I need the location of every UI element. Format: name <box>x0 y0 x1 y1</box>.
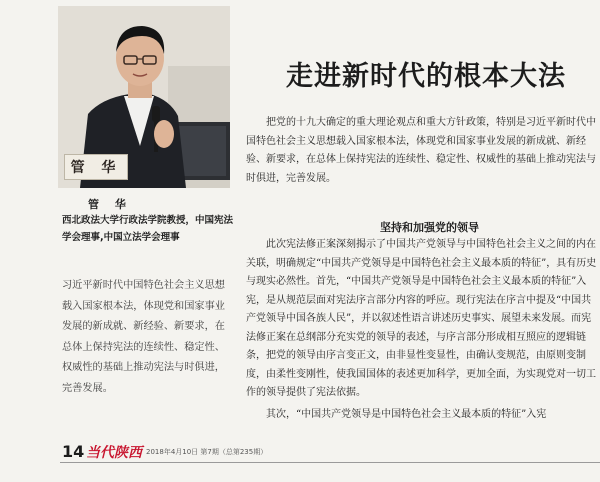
body-text-2: 其次，“中国共产党领导是中国特色社会主义最本质的特征”入宪 <box>266 409 547 420</box>
intro-text: 把党的十九大确定的重大理论观点和重大方针政策，特别是习近平新时代中国特色社会主义思想载入国家根本法，体现党和国家事业发展的新成就、新经验、新要求，在总体上保持宪法的连续性、稳定性、权威性的基础上推动宪法与时俱进，完善发展。 <box>246 117 596 184</box>
article-abstract: 习近平新时代中国特色社会主义思想载入国家根本法，体现党和国家事业发展的新成就、新经验、新要求，在总体上保持宪法的连续性、稳定性、权威性的基础上推动宪法与时俱进，完善发展。 <box>62 280 225 394</box>
issue-info: 2018年4月10日 第7期（总第235期） <box>146 448 268 456</box>
article-body-paragraph <box>246 236 598 404</box>
article-title: 走进新时代的根本大法 <box>286 61 566 92</box>
article-body-paragraph-2 <box>246 406 598 426</box>
body-text: 此次宪法修正案深刻揭示了中国共产党领导与中国特色社会主义之间的内在关联，明确规定“中国共产党领导是中国特色社会主义最本质的特征”，具有历史与现实必然性。首先，“中国共产党领导是中国特色社会主义最本质的特征”入宪，是从规范层面对宪法序言部分内容的呼应。现行宪法在序言中提及“中国共产党领导中国各族人民”，并以叙述性语言讲述历史事实、展望未来发展。而宪法修正案在总纲部分充实党的领导的表述，与序言部分形成相互照应的逻辑链条，把党的领导由序言变正文，由非显性变显性，由确认变规范，由原则变制度，由柔性变刚性，使我国国体的表述更加科学，更加全面，为实现党对一切工作的领导提供了宪法依据。 <box>246 239 597 398</box>
author-photo <box>58 6 230 188</box>
footer-divider <box>60 462 600 463</box>
page-number: 14 <box>62 442 85 461</box>
article-intro-paragraph <box>246 114 598 222</box>
author-name: 管 华 <box>88 198 132 211</box>
nameplate: 管 华 <box>64 154 128 180</box>
magazine-logo: 当代陕西 <box>86 445 142 461</box>
author-title: 西北政法大学行政法学院教授，中国宪法学会理事,中国立法学会理事 <box>62 215 234 243</box>
section-subheading: 坚持和加强党的领导 <box>380 221 479 234</box>
